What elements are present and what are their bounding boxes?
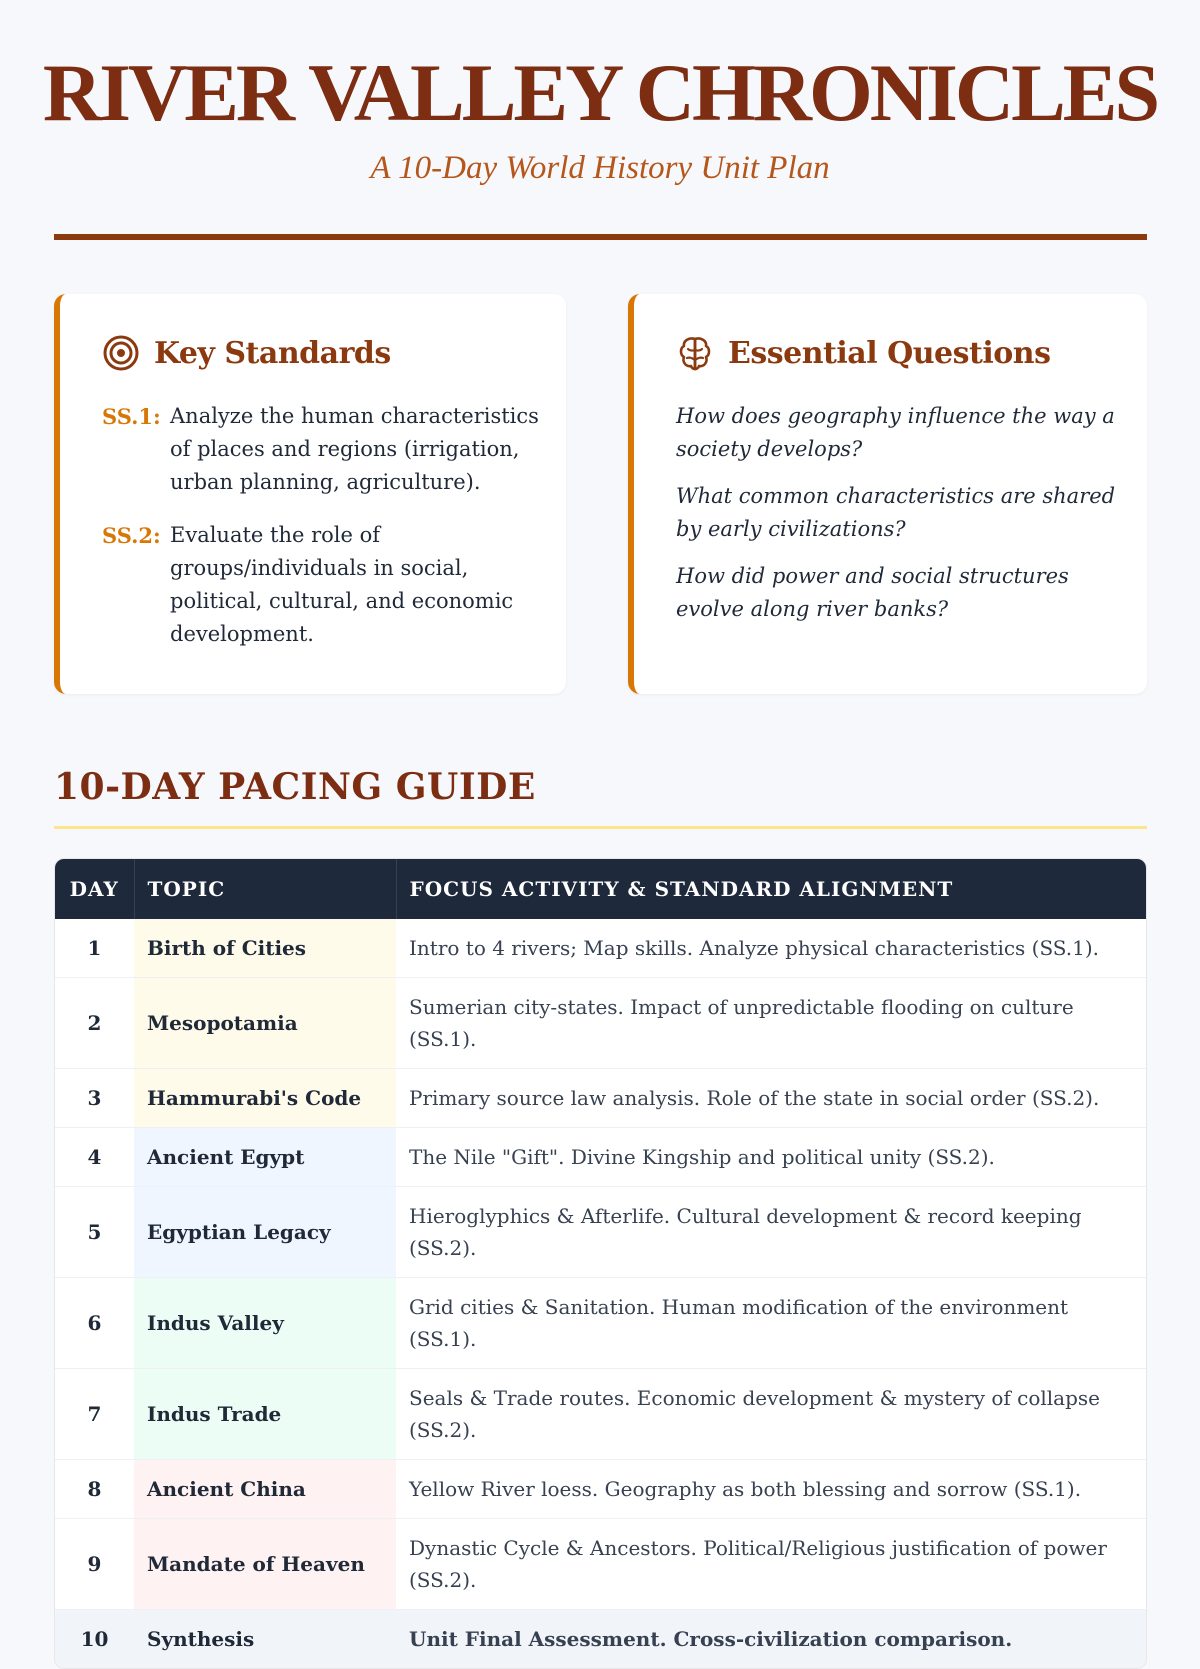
- topic-cell: Indus Valley: [134, 1278, 396, 1369]
- focus-cell: Seals & Trade routes. Economic development & mystery of collapse (SS.2).: [396, 1369, 1146, 1460]
- focus-cell: Intro to 4 rivers; Map skills. Analyze physical characteristics (SS.1).: [396, 919, 1146, 978]
- standard-text: Analyze the human characteristics of places and regions (irrigation, urban planning, agriculture).: [170, 404, 539, 494]
- day-cell: 3: [55, 1069, 134, 1128]
- standards-list: [102, 400, 542, 671]
- essential-questions-heading: [676, 334, 1050, 372]
- target-icon: [102, 334, 140, 372]
- day-cell: 6: [55, 1278, 134, 1369]
- pacing-guide-divider: [54, 826, 1147, 829]
- focus-cell: Yellow River loess. Geography as both blessing and sorrow (SS.1).: [396, 1460, 1146, 1519]
- standard-item: [102, 400, 542, 499]
- column-header-topic: TOPIC: [134, 859, 396, 919]
- page-subtitle: A 10-Day World History Unit Plan: [370, 150, 830, 186]
- standard-code: SS.2:: [102, 523, 161, 548]
- focus-cell: Grid cities & Sanitation. Human modification of the environment (SS.1).: [396, 1278, 1146, 1369]
- day-cell: 1: [55, 919, 134, 978]
- header-divider: [54, 234, 1147, 240]
- topic-cell: Ancient Egypt: [134, 1128, 396, 1187]
- focus-cell: Hieroglyphics & Afterlife. Cultural development & record keeping (SS.2).: [396, 1187, 1146, 1278]
- focus-cell: The Nile "Gift". Divine Kingship and political unity (SS.2).: [396, 1128, 1146, 1187]
- table-row-final: [55, 1610, 1146, 1669]
- key-standards-heading: [102, 334, 391, 372]
- table-row: [55, 1460, 1146, 1519]
- pacing-guide-title: 10-DAY PACING GUIDE: [54, 766, 536, 808]
- topic-cell: Synthesis: [134, 1610, 396, 1669]
- standard-item: [102, 519, 542, 651]
- topic-cell: Mandate of Heaven: [134, 1519, 396, 1610]
- standard-code: SS.1:: [102, 404, 161, 429]
- topic-cell: Hammurabi's Code: [134, 1069, 396, 1128]
- focus-cell: Sumerian city-states. Impact of unpredictable flooding on culture (SS.1).: [396, 978, 1146, 1069]
- table-row: [55, 1369, 1146, 1460]
- day-cell: 8: [55, 1460, 134, 1519]
- topic-cell: Indus Trade: [134, 1369, 396, 1460]
- table-row: [55, 919, 1146, 978]
- table-row: [55, 1519, 1146, 1610]
- essential-question: What common characteristics are shared by early civilizations?: [676, 484, 1116, 541]
- day-cell: 7: [55, 1369, 134, 1460]
- focus-cell: Primary source law analysis. Role of the state in social order (SS.2).: [396, 1069, 1146, 1128]
- topic-cell: Mesopotamia: [134, 978, 396, 1069]
- column-header-day: DAY: [55, 859, 134, 919]
- table-row: [55, 1187, 1146, 1278]
- essential-question: How did power and social structures evolve along river banks?: [676, 564, 1069, 621]
- table-row: [55, 1128, 1146, 1187]
- column-header-focus: FOCUS ACTIVITY & STANDARD ALIGNMENT: [396, 859, 1146, 919]
- focus-cell: Dynastic Cycle & Ancestors. Political/Religious justification of power (SS.2).: [396, 1519, 1146, 1610]
- essential-questions-title: Essential Questions: [728, 335, 1051, 371]
- day-cell: 10: [55, 1610, 134, 1669]
- day-cell: 5: [55, 1187, 134, 1278]
- day-cell: 9: [55, 1519, 134, 1610]
- essential-question: How does geography influence the way a society develops?: [676, 404, 1115, 461]
- focus-cell: Unit Final Assessment. Cross-civilization comparison.: [396, 1610, 1146, 1669]
- standard-text: Evaluate the role of groups/individuals in social, political, cultural, and economic development.: [170, 523, 514, 646]
- key-standards-title: Key Standards: [154, 335, 391, 371]
- table-row: [55, 1278, 1146, 1369]
- essential-questions-card: [628, 294, 1147, 694]
- key-standards-card: [54, 294, 566, 694]
- questions-list: [676, 400, 1116, 640]
- table-header-row: [55, 859, 1146, 919]
- topic-cell: Egyptian Legacy: [134, 1187, 396, 1278]
- brain-icon: [676, 334, 714, 372]
- table-row: [55, 1069, 1146, 1128]
- topic-cell: Birth of Cities: [134, 919, 396, 978]
- page-title: RIVER VALLEY CHRONICLES: [42, 47, 1158, 138]
- day-cell: 2: [55, 978, 134, 1069]
- topic-cell: Ancient China: [134, 1460, 396, 1519]
- day-cell: 4: [55, 1128, 134, 1187]
- pacing-table: [54, 858, 1147, 1669]
- table-row: [55, 978, 1146, 1069]
